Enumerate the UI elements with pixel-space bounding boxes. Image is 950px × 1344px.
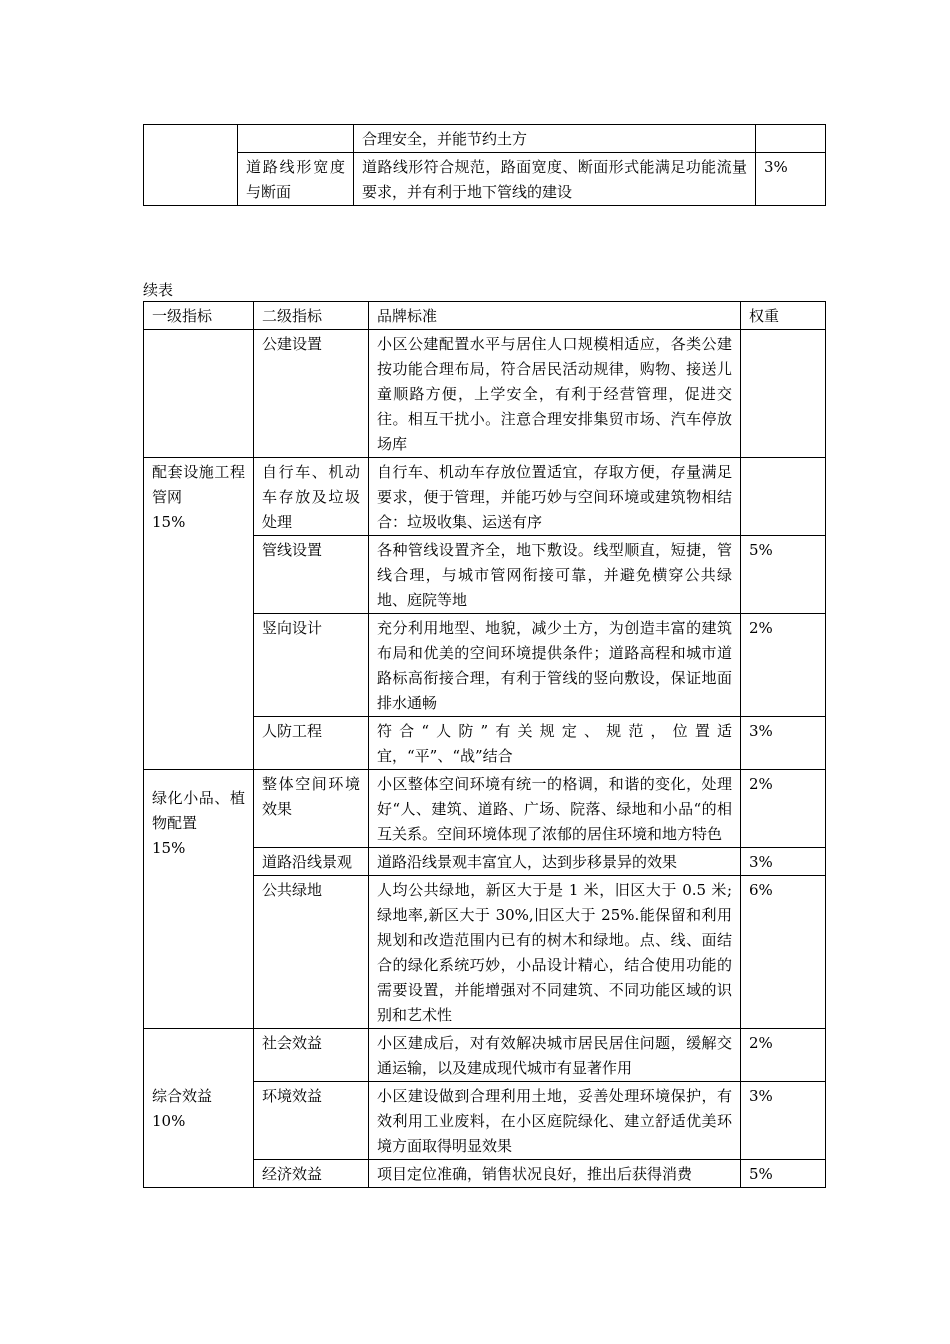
group-percent: 15% bbox=[152, 513, 186, 531]
table-cell-weight bbox=[741, 330, 826, 458]
table-cell-weight: 3% bbox=[741, 717, 826, 770]
header-weight: 权重 bbox=[741, 302, 826, 330]
table-row bbox=[144, 458, 826, 536]
table-row bbox=[144, 330, 826, 458]
group-cell-facilities bbox=[144, 458, 254, 770]
table-cell-level2: 竖向设计 bbox=[254, 614, 369, 717]
table-cell-weight: 2% bbox=[741, 1029, 826, 1082]
table-header-row bbox=[144, 302, 826, 330]
table-cell-level2: 自行车、机动车存放及垃圾处理 bbox=[254, 458, 369, 536]
table-cell-standard: 小区公建配置水平与居住人口规模相适应，各类公建按功能合理布局，符合居民活动规律，购物、接送儿童顺路方便，上学安全，有利于经营管理，促进交往。相互干扰小。注意合理安排集贸市场、汽车停放场库 bbox=[369, 330, 741, 458]
table-cell-standard: 小区整体空间环境有统一的格调，和谐的变化，处理好“人、建筑、道路、广场、院落、绿地和小品“的相互关系。空间环境体现了浓郁的居住环境和地方特色 bbox=[369, 770, 741, 848]
table-cell-level2: 公共绿地 bbox=[254, 876, 369, 1029]
group-label: 综合效益 bbox=[152, 1087, 213, 1105]
table-row bbox=[144, 1029, 826, 1082]
table-cell-level1 bbox=[144, 330, 254, 458]
table-cell-weight: 2% bbox=[741, 770, 826, 848]
table-cell-weight: 5% bbox=[741, 1160, 826, 1188]
table-cell-level2: 社会效益 bbox=[254, 1029, 369, 1082]
table-cell-weight: 3% bbox=[756, 153, 826, 206]
table-cell-standard: 合理安全，并能节约土方 bbox=[354, 125, 756, 153]
header-standard: 品牌标准 bbox=[369, 302, 741, 330]
table-cell-weight: 5% bbox=[741, 536, 826, 614]
table-cell-level2: 整体空间环境效果 bbox=[254, 770, 369, 848]
table-cell-standard: 符合“人防”有关规定、规范，位置适宜，“平”、“战”结合 bbox=[369, 717, 741, 770]
table-cell-standard: 人均公共绿地，新区大于是 1 米，旧区大于 0.5 米;绿地率,新区大于 30%,旧区大于 25%.能保留和利用规划和改造范围内已有的树木和绿地。点、线、面结合的绿化系统巧妙，小品设计精心，结合使用功能的需要设置，并能增强对不同建筑、不同功能区域的识别和艺术性 bbox=[369, 876, 741, 1029]
header-level1: 一级指标 bbox=[144, 302, 254, 330]
table-cell-standard: 自行车、机动车存放位置适宜，存取方便，存量满足要求，便于管理，并能巧妙与空间环境或建筑物相结合：垃圾收集、运送有序 bbox=[369, 458, 741, 536]
table-cell-weight bbox=[756, 125, 826, 153]
group-label: 绿化小品、植物配置 bbox=[152, 789, 245, 832]
table-cell-weight: 3% bbox=[741, 848, 826, 876]
header-level2: 二级指标 bbox=[254, 302, 369, 330]
table-cell-level2: 环境效益 bbox=[254, 1082, 369, 1160]
table-cell-level2: 道路线形宽度与断面 bbox=[238, 153, 354, 206]
table-cell-weight: 6% bbox=[741, 876, 826, 1029]
table-cell-level2: 道路沿线景观 bbox=[254, 848, 369, 876]
group-cell-greening bbox=[144, 770, 254, 1029]
table-cell-standard: 小区建成后，对有效解决城市居民居住问题，缓解交通运输，以及建成现代城市有显著作用 bbox=[369, 1029, 741, 1082]
group-cell-benefits bbox=[144, 1029, 254, 1188]
table-row bbox=[144, 770, 826, 848]
table-row bbox=[144, 125, 826, 153]
index-table bbox=[143, 301, 826, 1188]
continuation-table-top bbox=[143, 124, 826, 206]
table-cell-level2: 人防工程 bbox=[254, 717, 369, 770]
table-cell-level2: 管线设置 bbox=[254, 536, 369, 614]
group-label: 配套设施工程管网 bbox=[152, 463, 245, 506]
table-cell-standard: 道路线形符合规范，路面宽度、断面形式能满足功能流量要求，并有利于地下管线的建设 bbox=[354, 153, 756, 206]
table-cell-level2 bbox=[238, 125, 354, 153]
table-cell-weight bbox=[741, 458, 826, 536]
table-cell-level2: 公建设置 bbox=[254, 330, 369, 458]
table-cell-level2: 经济效益 bbox=[254, 1160, 369, 1188]
table-cell-standard: 各种管线设置齐全，地下敷设。线型顺直，短捷，管线合理，与城市管网衔接可靠，并避免横穿公共绿地、庭院等地 bbox=[369, 536, 741, 614]
table-cell-standard: 小区建设做到合理利用土地，妥善处理环境保护，有效利用工业废料，在小区庭院绿化、建立舒适优美环境方面取得明显效果 bbox=[369, 1082, 741, 1160]
group-percent: 15% bbox=[152, 839, 186, 857]
table-cell-standard: 项目定位准确，销售状况良好，推出后获得消费 bbox=[369, 1160, 741, 1188]
table-cell-standard: 道路沿线景观丰富宜人，达到步移景异的效果 bbox=[369, 848, 741, 876]
table-caption: 续表 bbox=[143, 281, 174, 299]
group-percent: 10% bbox=[152, 1112, 186, 1130]
table-row bbox=[144, 153, 826, 206]
table-cell-weight: 3% bbox=[741, 1082, 826, 1160]
table-cell-standard: 充分利用地型、地貌，减少土方，为创造丰富的建筑布局和优美的空间环境提供条件；道路高程和城市道路标高衔接合理，有利于管线的竖向敷设，保证地面排水通畅 bbox=[369, 614, 741, 717]
table-cell-weight: 2% bbox=[741, 614, 826, 717]
table-cell-level1 bbox=[144, 125, 238, 206]
